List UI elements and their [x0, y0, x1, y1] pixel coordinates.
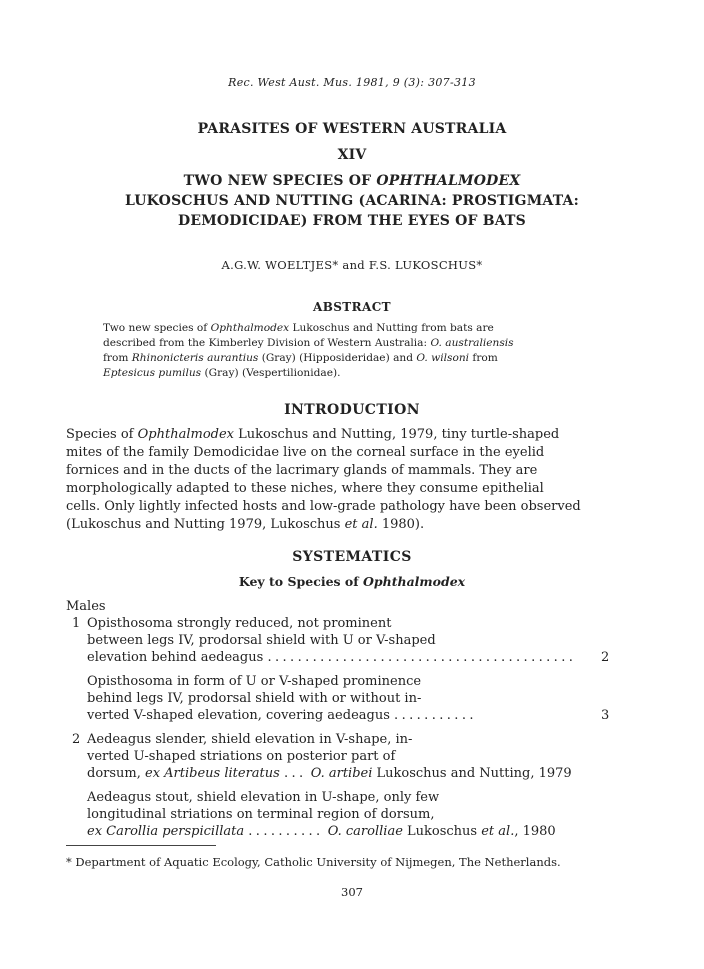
abstract-line: described from the Kimberley Division of Western Australia: O. australiensis	[103, 337, 514, 349]
key-line: verted V-shaped elevation, covering aedeagus ...........	[87, 708, 477, 723]
intro-line: cells. Only lightly infected hosts and low-grade pathology have been observed	[66, 499, 581, 514]
key-goto: 3	[601, 708, 610, 723]
intro-line: fornices and in the ducts of the lacrimary glands of mammals. They are	[66, 463, 538, 478]
series-number: XIV	[337, 147, 367, 163]
couplet-number: 2	[72, 732, 81, 747]
abstract-line: from Rhinonicteris aurantius (Gray) (Hipposideridae) and O. wilsoni from	[103, 352, 498, 364]
key-line: Aedeagus slender, shield elevation in V-shape, in-	[87, 732, 413, 747]
key-line: elevation behind aedeagus .........................................	[87, 650, 577, 665]
abstract-line: Two new species of Ophthalmodex Lukoschus and Nutting from bats are	[103, 322, 494, 334]
systematics-heading: SYSTEMATICS	[292, 549, 412, 565]
key-line: Opisthosoma in form of U or V-shaped prominence	[87, 674, 422, 689]
article-title-line3: DEMODICIDAE) FROM THE EYES OF BATS	[178, 213, 526, 229]
article-title-line2: LUKOSCHUS AND NUTTING (ACARINA: PROSTIGMATA:	[125, 193, 579, 209]
key-heading: Key to Species of Ophthalmodex	[238, 574, 466, 589]
abstract-line: Eptesicus pumilus (Gray) (Vespertilionidae).	[103, 367, 341, 379]
males-label: Males	[66, 599, 106, 614]
footnote: * Department of Aquatic Ecology, Catholic University of Nijmegen, The Netherlands.	[66, 855, 561, 869]
intro-line: morphologically adapted to these niches, where they consume epithelial	[66, 481, 544, 496]
intro-line: mites of the family Demodicidae live on the corneal surface in the eyelid	[66, 445, 545, 460]
intro-line: Species of Ophthalmodex Lukoschus and Nutting, 1979, tiny turtle-shaped	[66, 427, 560, 442]
authors: A.G.W. WOELTJES* and F.S. LUKOSCHUS*	[221, 258, 483, 272]
key-line: Aedeagus stout, shield elevation in U-shape, only few	[87, 790, 440, 805]
introduction-heading: INTRODUCTION	[284, 402, 420, 418]
abstract-heading: ABSTRACT	[312, 300, 391, 314]
couplet-number: 1	[72, 616, 81, 631]
key-line: between legs IV, prodorsal shield with U or V-shaped	[87, 633, 436, 648]
page-number: 307	[341, 885, 363, 899]
key-line: dorsum, ex Artibeus literatus ... O. artibei Lukoschus and Nutting, 1979	[87, 766, 572, 781]
key-line: longitudinal striations on terminal region of dorsum,	[87, 807, 435, 822]
key-line: ex Carollia perspicillata .......... O. carolliae Lukoschus et al., 1980	[87, 824, 556, 839]
series-title: PARASITES OF WESTERN AUSTRALIA	[197, 121, 507, 137]
key-line: verted U-shaped striations on posterior part of	[87, 749, 396, 764]
running-header: Rec. West Aust. Mus. 1981, 9 (3): 307-313	[228, 76, 476, 89]
key-line: behind legs IV, prodorsal shield with or without in-	[87, 691, 422, 706]
key-goto: 2	[601, 650, 610, 665]
key-line: Opisthosoma strongly reduced, not prominent	[87, 616, 392, 631]
article-title-line1: TWO NEW SPECIES OF OPHTHALMODEX	[183, 173, 521, 189]
footnote-rule	[66, 845, 216, 846]
intro-line: (Lukoschus and Nutting 1979, Lukoschus et al. 1980).	[66, 517, 425, 532]
